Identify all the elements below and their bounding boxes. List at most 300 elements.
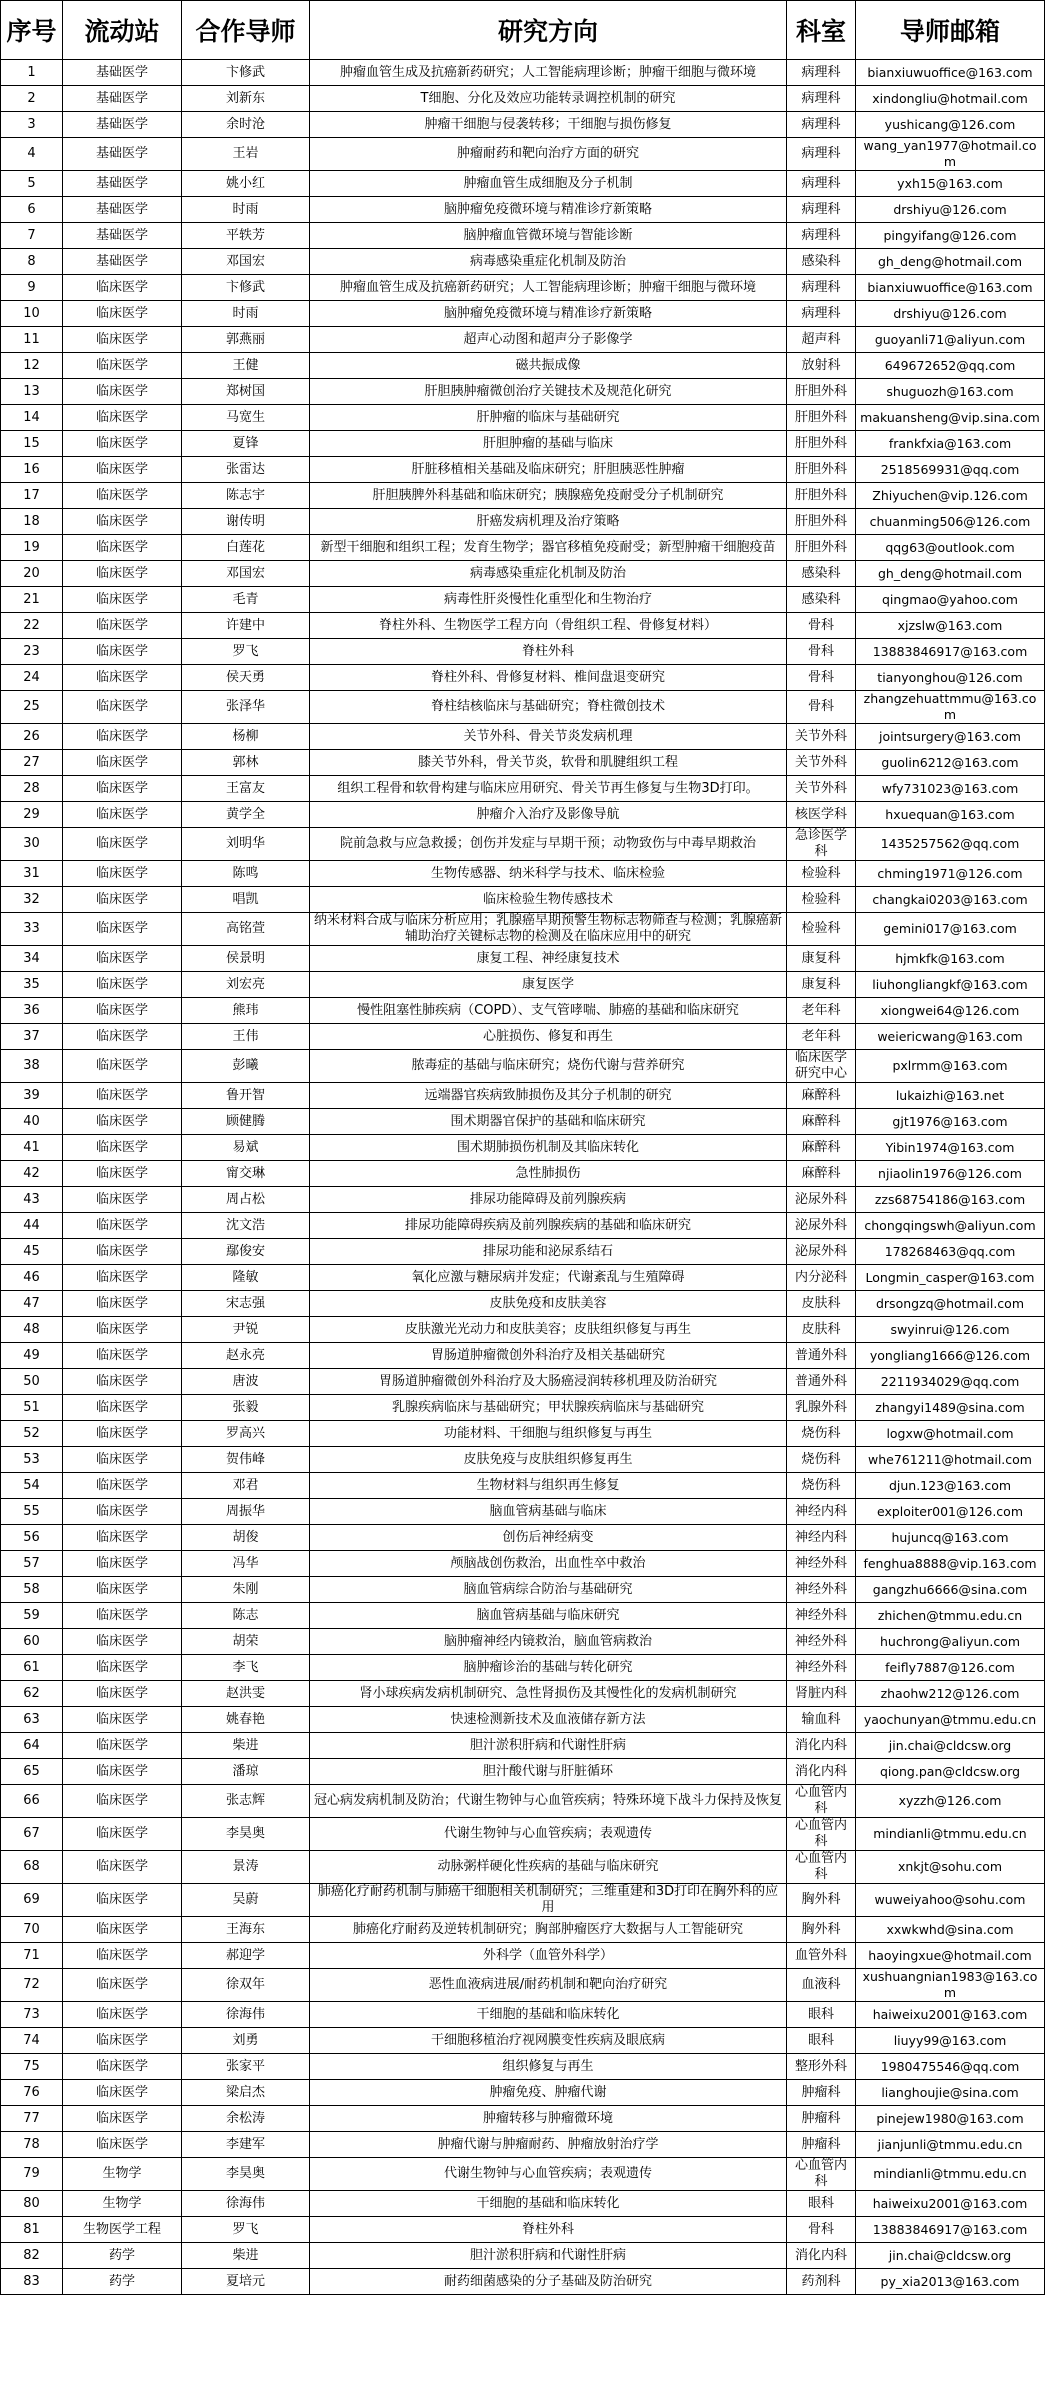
row-department: 烧伤科 bbox=[787, 1421, 856, 1447]
row-research-direction: 生物材料与组织再生修复 bbox=[310, 1473, 787, 1499]
row-index: 29 bbox=[1, 802, 63, 828]
row-supervisor: 胡荣 bbox=[182, 1629, 310, 1655]
row-index: 9 bbox=[1, 275, 63, 301]
row-station: 生物医学工程 bbox=[63, 2217, 182, 2243]
row-supervisor: 姚春艳 bbox=[182, 1707, 310, 1733]
table-row bbox=[1, 887, 1045, 913]
row-supervisor: 陈鸣 bbox=[182, 861, 310, 887]
row-research-direction: 肿瘤转移与肿瘤微环境 bbox=[310, 2106, 787, 2132]
row-department: 药剂科 bbox=[787, 2269, 856, 2295]
row-supervisor: 余松涛 bbox=[182, 2106, 310, 2132]
row-department: 感染科 bbox=[787, 587, 856, 613]
row-department: 放射科 bbox=[787, 353, 856, 379]
row-supervisor: 许建中 bbox=[182, 613, 310, 639]
table-row bbox=[1, 1655, 1045, 1681]
row-index: 77 bbox=[1, 2106, 63, 2132]
row-station: 基础医学 bbox=[63, 197, 182, 223]
row-supervisor: 吴蔚 bbox=[182, 1884, 310, 1917]
row-department: 乳腺外科 bbox=[787, 1395, 856, 1421]
row-station: 临床医学 bbox=[63, 913, 182, 946]
row-research-direction: 氧化应激与糖尿病并发症；代谢紊乱与生殖障碍 bbox=[310, 1265, 787, 1291]
row-department: 眼科 bbox=[787, 2002, 856, 2028]
table-row bbox=[1, 1884, 1045, 1917]
row-index: 41 bbox=[1, 1135, 63, 1161]
table-row bbox=[1, 1083, 1045, 1109]
row-research-direction: 临床检验生物传感技术 bbox=[310, 887, 787, 913]
row-email: xindongliu@hotmail.com bbox=[856, 86, 1045, 112]
row-station: 临床医学 bbox=[63, 828, 182, 861]
row-index: 69 bbox=[1, 1884, 63, 1917]
row-department: 麻醉科 bbox=[787, 1135, 856, 1161]
row-email: drshiyu@126.com bbox=[856, 301, 1045, 327]
row-department: 血管外科 bbox=[787, 1943, 856, 1969]
row-research-direction: 膝关节外科，骨关节炎，软骨和肌腱组织工程 bbox=[310, 750, 787, 776]
table-row bbox=[1, 1851, 1045, 1884]
table-row bbox=[1, 1421, 1045, 1447]
row-research-direction: 脑血管病基础与临床研究 bbox=[310, 1603, 787, 1629]
row-department: 病理科 bbox=[787, 138, 856, 171]
table-row bbox=[1, 112, 1045, 138]
row-email: wuweiyahoo@sohu.com bbox=[856, 1884, 1045, 1917]
row-index: 79 bbox=[1, 2158, 63, 2191]
row-supervisor: 赵洪雯 bbox=[182, 1681, 310, 1707]
row-index: 37 bbox=[1, 1024, 63, 1050]
table-row bbox=[1, 1317, 1045, 1343]
row-index: 31 bbox=[1, 861, 63, 887]
row-station: 基础医学 bbox=[63, 112, 182, 138]
row-department: 整形外科 bbox=[787, 2054, 856, 2080]
row-email: makuansheng@vip.sina.com bbox=[856, 405, 1045, 431]
table-row bbox=[1, 1024, 1045, 1050]
row-station: 临床医学 bbox=[63, 691, 182, 724]
row-department: 老年科 bbox=[787, 998, 856, 1024]
row-email: guolin6212@163.com bbox=[856, 750, 1045, 776]
row-research-direction: 皮肤免疫和皮肤美容 bbox=[310, 1291, 787, 1317]
row-department: 消化内科 bbox=[787, 1733, 856, 1759]
row-station: 临床医学 bbox=[63, 1473, 182, 1499]
row-index: 76 bbox=[1, 2080, 63, 2106]
header-email: 导师邮箱 bbox=[856, 1, 1045, 60]
row-research-direction: 急性肺损伤 bbox=[310, 1161, 787, 1187]
row-index: 12 bbox=[1, 353, 63, 379]
row-email: liuyy99@163.com bbox=[856, 2028, 1045, 2054]
row-research-direction: 排尿功能和泌尿系结石 bbox=[310, 1239, 787, 1265]
row-station: 临床医学 bbox=[63, 1629, 182, 1655]
row-email: feifly7887@126.com bbox=[856, 1655, 1045, 1681]
row-station: 临床医学 bbox=[63, 2054, 182, 2080]
row-index: 4 bbox=[1, 138, 63, 171]
table-row bbox=[1, 691, 1045, 724]
row-supervisor: 郭燕丽 bbox=[182, 327, 310, 353]
row-supervisor: 徐海伟 bbox=[182, 2002, 310, 2028]
row-supervisor: 夏培元 bbox=[182, 2269, 310, 2295]
row-email: zhangzehuattmmu@163.com bbox=[856, 691, 1045, 724]
row-research-direction: 康复工程、神经康复技术 bbox=[310, 946, 787, 972]
row-department: 病理科 bbox=[787, 197, 856, 223]
row-supervisor: 沈文浩 bbox=[182, 1213, 310, 1239]
row-station: 临床医学 bbox=[63, 1369, 182, 1395]
row-research-direction: 肝胆胰脾外科基础和临床研究；胰腺癌免疫耐受分子机制研究 bbox=[310, 483, 787, 509]
row-index: 82 bbox=[1, 2243, 63, 2269]
table-row bbox=[1, 2028, 1045, 2054]
table-row bbox=[1, 1447, 1045, 1473]
row-supervisor: 刘宏亮 bbox=[182, 972, 310, 998]
row-index: 81 bbox=[1, 2217, 63, 2243]
row-supervisor: 张泽华 bbox=[182, 691, 310, 724]
row-research-direction: 纳米材料合成与临床分析应用；乳腺癌早期预警生物标志物筛查与检测；乳腺癌新辅助治疗关键标志物的检测及在临床应用中的研究 bbox=[310, 913, 787, 946]
table-row bbox=[1, 587, 1045, 613]
row-department: 关节外科 bbox=[787, 750, 856, 776]
row-department: 病理科 bbox=[787, 301, 856, 327]
row-email: zzs68754186@163.com bbox=[856, 1187, 1045, 1213]
row-station: 临床医学 bbox=[63, 1655, 182, 1681]
table-row bbox=[1, 138, 1045, 171]
row-research-direction: 脊柱外科 bbox=[310, 2217, 787, 2243]
row-index: 36 bbox=[1, 998, 63, 1024]
row-station: 临床医学 bbox=[63, 1291, 182, 1317]
row-email: haoyingxue@hotmail.com bbox=[856, 1943, 1045, 1969]
row-email: zhaohw212@126.com bbox=[856, 1681, 1045, 1707]
row-supervisor: 徐海伟 bbox=[182, 2191, 310, 2217]
table-row bbox=[1, 1759, 1045, 1785]
row-index: 24 bbox=[1, 665, 63, 691]
row-supervisor: 彭曦 bbox=[182, 1050, 310, 1083]
row-research-direction: 磁共振成像 bbox=[310, 353, 787, 379]
row-index: 10 bbox=[1, 301, 63, 327]
row-email: exploiter001@126.com bbox=[856, 1499, 1045, 1525]
row-station: 基础医学 bbox=[63, 223, 182, 249]
row-index: 8 bbox=[1, 249, 63, 275]
row-index: 6 bbox=[1, 197, 63, 223]
row-research-direction: 干细胞的基础和临床转化 bbox=[310, 2191, 787, 2217]
row-supervisor: 周振华 bbox=[182, 1499, 310, 1525]
row-research-direction: 皮肤免疫与皮肤组织修复再生 bbox=[310, 1447, 787, 1473]
row-supervisor: 张家平 bbox=[182, 2054, 310, 2080]
row-department: 检验科 bbox=[787, 913, 856, 946]
row-department: 肝胆外科 bbox=[787, 405, 856, 431]
row-station: 临床医学 bbox=[63, 509, 182, 535]
header-supervisor: 合作导师 bbox=[182, 1, 310, 60]
row-email: bianxiuwuoffice@163.com bbox=[856, 275, 1045, 301]
row-station: 临床医学 bbox=[63, 972, 182, 998]
table-row bbox=[1, 1525, 1045, 1551]
row-supervisor: 顾健腾 bbox=[182, 1109, 310, 1135]
row-supervisor: 王海东 bbox=[182, 1917, 310, 1943]
row-index: 53 bbox=[1, 1447, 63, 1473]
row-station: 临床医学 bbox=[63, 1499, 182, 1525]
row-index: 34 bbox=[1, 946, 63, 972]
row-station: 临床医学 bbox=[63, 1187, 182, 1213]
row-email: zhichen@tmmu.edu.cn bbox=[856, 1603, 1045, 1629]
table-row bbox=[1, 639, 1045, 665]
row-index: 40 bbox=[1, 1109, 63, 1135]
table-row bbox=[1, 275, 1045, 301]
row-research-direction: 排尿功能障碍及前列腺疾病 bbox=[310, 1187, 787, 1213]
header-index: 序号 bbox=[1, 1, 63, 60]
row-station: 临床医学 bbox=[63, 2002, 182, 2028]
row-research-direction: 皮肤激光光动力和皮肤美容；皮肤组织修复与再生 bbox=[310, 1317, 787, 1343]
row-index: 42 bbox=[1, 1161, 63, 1187]
row-supervisor: 刘新东 bbox=[182, 86, 310, 112]
header-row bbox=[1, 1, 1045, 60]
row-department: 神经外科 bbox=[787, 1577, 856, 1603]
row-email: yaochunyan@tmmu.edu.cn bbox=[856, 1707, 1045, 1733]
row-department: 神经外科 bbox=[787, 1655, 856, 1681]
row-email: gh_deng@hotmail.com bbox=[856, 561, 1045, 587]
row-email: jin.chai@cldcsw.org bbox=[856, 2243, 1045, 2269]
header-department: 科室 bbox=[787, 1, 856, 60]
row-department: 临床医学研究中心 bbox=[787, 1050, 856, 1083]
row-department: 消化内科 bbox=[787, 2243, 856, 2269]
table-row bbox=[1, 1785, 1045, 1818]
row-station: 基础医学 bbox=[63, 86, 182, 112]
header-research-direction: 研究方向 bbox=[310, 1, 787, 60]
row-department: 关节外科 bbox=[787, 724, 856, 750]
row-research-direction: 脓毒症的基础与临床研究；烧伤代谢与营养研究 bbox=[310, 1050, 787, 1083]
row-email: gemini017@163.com bbox=[856, 913, 1045, 946]
row-station: 临床医学 bbox=[63, 802, 182, 828]
row-supervisor: 邓国宏 bbox=[182, 561, 310, 587]
row-email: wang_yan1977@hotmail.com bbox=[856, 138, 1045, 171]
row-research-direction: 关节外科、骨关节炎发病机理 bbox=[310, 724, 787, 750]
row-department: 病理科 bbox=[787, 171, 856, 197]
row-supervisor: 时雨 bbox=[182, 197, 310, 223]
row-department: 肝胆外科 bbox=[787, 483, 856, 509]
row-research-direction: 肿瘤耐药和靶向治疗方面的研究 bbox=[310, 138, 787, 171]
row-station: 临床医学 bbox=[63, 2080, 182, 2106]
row-supervisor: 白莲花 bbox=[182, 535, 310, 561]
row-research-direction: 组织工程骨和软骨构建与临床应用研究、骨关节再生修复与生物3D打印。 bbox=[310, 776, 787, 802]
table-row bbox=[1, 1733, 1045, 1759]
row-research-direction: 生物传感器、纳米科学与技术、临床检验 bbox=[310, 861, 787, 887]
row-department: 肝胆外科 bbox=[787, 509, 856, 535]
row-supervisor: 李飞 bbox=[182, 1655, 310, 1681]
row-department: 眼科 bbox=[787, 2191, 856, 2217]
row-index: 47 bbox=[1, 1291, 63, 1317]
row-station: 临床医学 bbox=[63, 1109, 182, 1135]
row-research-direction: 肺癌化疗耐药及逆转机制研究；胸部肿瘤医疗大数据与人工智能研究 bbox=[310, 1917, 787, 1943]
row-index: 35 bbox=[1, 972, 63, 998]
row-index: 2 bbox=[1, 86, 63, 112]
table-row bbox=[1, 946, 1045, 972]
row-email: huchrong@aliyun.com bbox=[856, 1629, 1045, 1655]
table-row bbox=[1, 776, 1045, 802]
table-row bbox=[1, 2269, 1045, 2295]
row-supervisor: 杨柳 bbox=[182, 724, 310, 750]
row-station: 基础医学 bbox=[63, 138, 182, 171]
row-supervisor: 易斌 bbox=[182, 1135, 310, 1161]
row-index: 78 bbox=[1, 2132, 63, 2158]
row-index: 63 bbox=[1, 1707, 63, 1733]
row-email: wfy731023@163.com bbox=[856, 776, 1045, 802]
row-station: 临床医学 bbox=[63, 1317, 182, 1343]
row-supervisor: 柴进 bbox=[182, 2243, 310, 2269]
row-email: chming1971@126.com bbox=[856, 861, 1045, 887]
row-index: 52 bbox=[1, 1421, 63, 1447]
table-row bbox=[1, 379, 1045, 405]
row-department: 病理科 bbox=[787, 112, 856, 138]
row-research-direction: 围术期肺损伤机制及其临床转化 bbox=[310, 1135, 787, 1161]
row-department: 神经外科 bbox=[787, 1551, 856, 1577]
row-research-direction: 脑肿瘤诊治的基础与转化研究 bbox=[310, 1655, 787, 1681]
row-email: hjmkfk@163.com bbox=[856, 946, 1045, 972]
row-department: 神经外科 bbox=[787, 1629, 856, 1655]
table-row bbox=[1, 2054, 1045, 2080]
row-email: hujuncq@163.com bbox=[856, 1525, 1045, 1551]
row-station: 临床医学 bbox=[63, 2028, 182, 2054]
row-email: logxw@hotmail.com bbox=[856, 1421, 1045, 1447]
row-index: 70 bbox=[1, 1917, 63, 1943]
row-department: 麻醉科 bbox=[787, 1161, 856, 1187]
row-station: 临床医学 bbox=[63, 776, 182, 802]
row-station: 生物学 bbox=[63, 2158, 182, 2191]
row-research-direction: 冠心病发病机制及防治；代谢生物钟与心血管疾病；特殊环境下战斗力保持及恢复 bbox=[310, 1785, 787, 1818]
row-email: haiweixu2001@163.com bbox=[856, 2191, 1045, 2217]
row-station: 临床医学 bbox=[63, 1343, 182, 1369]
row-department: 泌尿外科 bbox=[787, 1213, 856, 1239]
row-research-direction: 肿瘤介入治疗及影像导航 bbox=[310, 802, 787, 828]
row-email: yxh15@163.com bbox=[856, 171, 1045, 197]
row-department: 眼科 bbox=[787, 2028, 856, 2054]
table-row bbox=[1, 2002, 1045, 2028]
row-index: 55 bbox=[1, 1499, 63, 1525]
row-department: 病理科 bbox=[787, 275, 856, 301]
row-email: jointsurgery@163.com bbox=[856, 724, 1045, 750]
row-station: 临床医学 bbox=[63, 1577, 182, 1603]
row-email: xiongwei64@126.com bbox=[856, 998, 1045, 1024]
row-index: 72 bbox=[1, 1969, 63, 2002]
row-index: 44 bbox=[1, 1213, 63, 1239]
row-research-direction: 脑肿瘤神经内镜救治，脑血管病救治 bbox=[310, 1629, 787, 1655]
row-research-direction: 肿瘤血管生成细胞及分子机制 bbox=[310, 171, 787, 197]
row-department: 消化内科 bbox=[787, 1759, 856, 1785]
row-supervisor: 熊玮 bbox=[182, 998, 310, 1024]
row-email: 1435257562@qq.com bbox=[856, 828, 1045, 861]
row-supervisor: 马宽生 bbox=[182, 405, 310, 431]
row-research-direction: 脑肿瘤免疫微环境与精准诊疗新策略 bbox=[310, 197, 787, 223]
table-row bbox=[1, 1969, 1045, 2002]
row-department: 骨科 bbox=[787, 691, 856, 724]
row-research-direction: 病毒感染重症化机制及防治 bbox=[310, 561, 787, 587]
table-row bbox=[1, 750, 1045, 776]
row-research-direction: 肾小球疾病发病机制研究、急性肾损伤及其慢性化的发病机制研究 bbox=[310, 1681, 787, 1707]
row-station: 临床医学 bbox=[63, 1421, 182, 1447]
row-department: 康复科 bbox=[787, 946, 856, 972]
row-station: 临床医学 bbox=[63, 1818, 182, 1851]
table-row bbox=[1, 2243, 1045, 2269]
row-department: 感染科 bbox=[787, 561, 856, 587]
table-row bbox=[1, 1707, 1045, 1733]
row-department: 病理科 bbox=[787, 223, 856, 249]
row-email: yongliang1666@126.com bbox=[856, 1343, 1045, 1369]
row-supervisor: 罗高兴 bbox=[182, 1421, 310, 1447]
table-row bbox=[1, 2132, 1045, 2158]
row-index: 64 bbox=[1, 1733, 63, 1759]
row-station: 临床医学 bbox=[63, 1265, 182, 1291]
row-index: 51 bbox=[1, 1395, 63, 1421]
table-row bbox=[1, 457, 1045, 483]
row-station: 临床医学 bbox=[63, 750, 182, 776]
row-station: 临床医学 bbox=[63, 1024, 182, 1050]
row-supervisor: 邓君 bbox=[182, 1473, 310, 1499]
row-email: Yibin1974@163.com bbox=[856, 1135, 1045, 1161]
row-research-direction: 脑肿瘤免疫微环境与精准诊疗新策略 bbox=[310, 301, 787, 327]
row-station: 临床医学 bbox=[63, 275, 182, 301]
row-research-direction: 颅脑战创伤救治，出血性卒中救治 bbox=[310, 1551, 787, 1577]
row-station: 生物学 bbox=[63, 2191, 182, 2217]
table-row bbox=[1, 1681, 1045, 1707]
row-station: 临床医学 bbox=[63, 861, 182, 887]
row-index: 50 bbox=[1, 1369, 63, 1395]
row-department: 心血管内科 bbox=[787, 1818, 856, 1851]
header-station: 流动站 bbox=[63, 1, 182, 60]
row-email: xushuangnian1983@163.com bbox=[856, 1969, 1045, 2002]
row-research-direction: 脑肿瘤血管微环境与智能诊断 bbox=[310, 223, 787, 249]
row-research-direction: 干细胞的基础和临床转化 bbox=[310, 2002, 787, 2028]
row-supervisor: 罗飞 bbox=[182, 2217, 310, 2243]
row-index: 21 bbox=[1, 587, 63, 613]
row-index: 26 bbox=[1, 724, 63, 750]
table-row bbox=[1, 972, 1045, 998]
row-index: 57 bbox=[1, 1551, 63, 1577]
row-research-direction: 干细胞移植治疗视网膜变性疾病及眼底病 bbox=[310, 2028, 787, 2054]
row-station: 临床医学 bbox=[63, 1884, 182, 1917]
row-supervisor: 姚小红 bbox=[182, 171, 310, 197]
row-department: 检验科 bbox=[787, 887, 856, 913]
row-station: 基础医学 bbox=[63, 249, 182, 275]
row-research-direction: 肺癌化疗耐药机制与肺癌干细胞相关机制研究；三维重建和3D打印在胸外科的应用 bbox=[310, 1884, 787, 1917]
row-research-direction: 代谢生物钟与心血管疾病；表观遗传 bbox=[310, 2158, 787, 2191]
row-research-direction: 快速检测新技术及血液储存新方法 bbox=[310, 1707, 787, 1733]
row-index: 1 bbox=[1, 60, 63, 86]
row-supervisor: 黄学全 bbox=[182, 802, 310, 828]
table-row bbox=[1, 1239, 1045, 1265]
row-station: 临床医学 bbox=[63, 1135, 182, 1161]
row-index: 74 bbox=[1, 2028, 63, 2054]
row-research-direction: 胆汁淤积肝病和代谢性肝病 bbox=[310, 1733, 787, 1759]
row-index: 32 bbox=[1, 887, 63, 913]
row-email: changkai0203@163.com bbox=[856, 887, 1045, 913]
row-index: 61 bbox=[1, 1655, 63, 1681]
row-supervisor: 时雨 bbox=[182, 301, 310, 327]
row-supervisor: 王健 bbox=[182, 353, 310, 379]
row-research-direction: 病毒性肝炎慢性化重型化和生物治疗 bbox=[310, 587, 787, 613]
row-station: 药学 bbox=[63, 2269, 182, 2295]
row-index: 71 bbox=[1, 1943, 63, 1969]
table-row bbox=[1, 2217, 1045, 2243]
row-email: qingmao@yahoo.com bbox=[856, 587, 1045, 613]
row-station: 临床医学 bbox=[63, 1213, 182, 1239]
row-department: 肿瘤科 bbox=[787, 2080, 856, 2106]
row-department: 骨科 bbox=[787, 665, 856, 691]
row-department: 烧伤科 bbox=[787, 1447, 856, 1473]
row-email: drsongzq@hotmail.com bbox=[856, 1291, 1045, 1317]
row-email: xxwkwhd@sina.com bbox=[856, 1917, 1045, 1943]
row-department: 麻醉科 bbox=[787, 1109, 856, 1135]
row-supervisor: 王岩 bbox=[182, 138, 310, 171]
row-supervisor: 张雷达 bbox=[182, 457, 310, 483]
table-row bbox=[1, 1629, 1045, 1655]
row-supervisor: 郝迎学 bbox=[182, 1943, 310, 1969]
row-station: 临床医学 bbox=[63, 1785, 182, 1818]
row-email: chuanming506@126.com bbox=[856, 509, 1045, 535]
row-email: Longmin_casper@163.com bbox=[856, 1265, 1045, 1291]
row-index: 25 bbox=[1, 691, 63, 724]
row-index: 23 bbox=[1, 639, 63, 665]
row-email: djun.123@163.com bbox=[856, 1473, 1045, 1499]
row-index: 16 bbox=[1, 457, 63, 483]
row-supervisor: 唱凯 bbox=[182, 887, 310, 913]
